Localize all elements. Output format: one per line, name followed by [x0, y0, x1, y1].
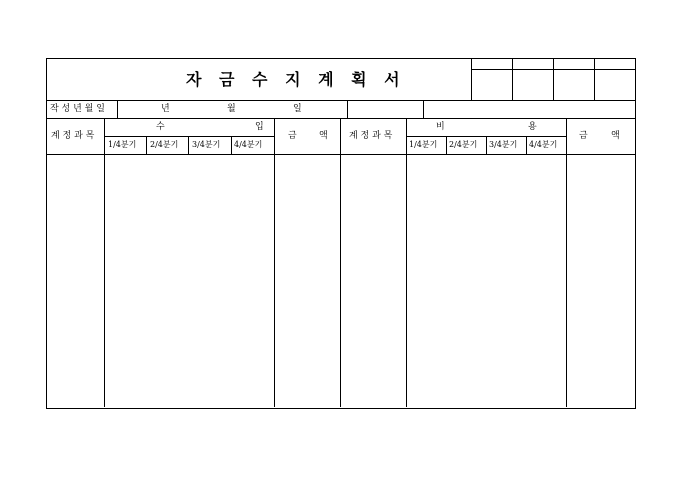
date-year-label: 년 [161, 104, 170, 114]
income-amount-char-2: 액 [319, 131, 328, 141]
expense-quarter-4: 4/4분기 [529, 140, 558, 149]
approval-box-divider [512, 58, 513, 100]
expense-amount-char-1: 금 [579, 131, 588, 141]
expense-quarter-3: 3/4분기 [489, 140, 518, 149]
income-amount-char-1: 금 [288, 131, 297, 141]
quarter-divider [231, 136, 232, 154]
income-body[interactable] [105, 155, 274, 407]
income-quarter-1: 1/4분기 [108, 140, 137, 149]
expense-account-body[interactable] [341, 155, 406, 407]
income-account-header: 계 정 과 목 [51, 131, 95, 141]
approval-box-divider [594, 58, 595, 100]
income-group-line [104, 136, 274, 137]
expense-body[interactable] [407, 155, 566, 407]
quarter-divider [146, 136, 147, 154]
expense-header-char-1: 비 [436, 122, 445, 132]
date-month-label: 월 [227, 104, 236, 114]
income-header-char-2: 입 [255, 122, 264, 132]
income-account-body[interactable] [47, 155, 104, 407]
income-amount-body[interactable] [275, 155, 340, 407]
expense-amount-body[interactable] [567, 155, 634, 407]
date-row-divider [117, 100, 118, 118]
expense-amount-char-2: 액 [611, 131, 620, 141]
approval-box-header-line [471, 69, 635, 70]
quarter-divider [486, 136, 487, 154]
date-row-divider [347, 100, 348, 118]
date-label: 작 성 년 월 일 [50, 104, 105, 114]
income-quarter-2: 2/4분기 [150, 140, 179, 149]
expense-header-char-2: 용 [528, 122, 537, 132]
quarter-divider [188, 136, 189, 154]
date-day-label: 일 [293, 104, 302, 114]
approval-box-divider [553, 58, 554, 100]
approval-box-divider [471, 58, 472, 100]
expense-quarter-1: 1/4분기 [409, 140, 438, 149]
income-header-char-1: 수 [156, 122, 165, 132]
quarter-divider [526, 136, 527, 154]
income-quarter-4: 4/4분기 [234, 140, 263, 149]
quarter-divider [446, 136, 447, 154]
date-row-divider [423, 100, 424, 118]
expense-quarter-2: 2/4분기 [449, 140, 478, 149]
form-title: 자 금 수 지 계 획 서 [186, 70, 406, 89]
title-row-bottom-line [46, 100, 635, 101]
expense-account-header: 계 정 과 목 [349, 131, 393, 141]
income-quarter-3: 3/4분기 [192, 140, 221, 149]
